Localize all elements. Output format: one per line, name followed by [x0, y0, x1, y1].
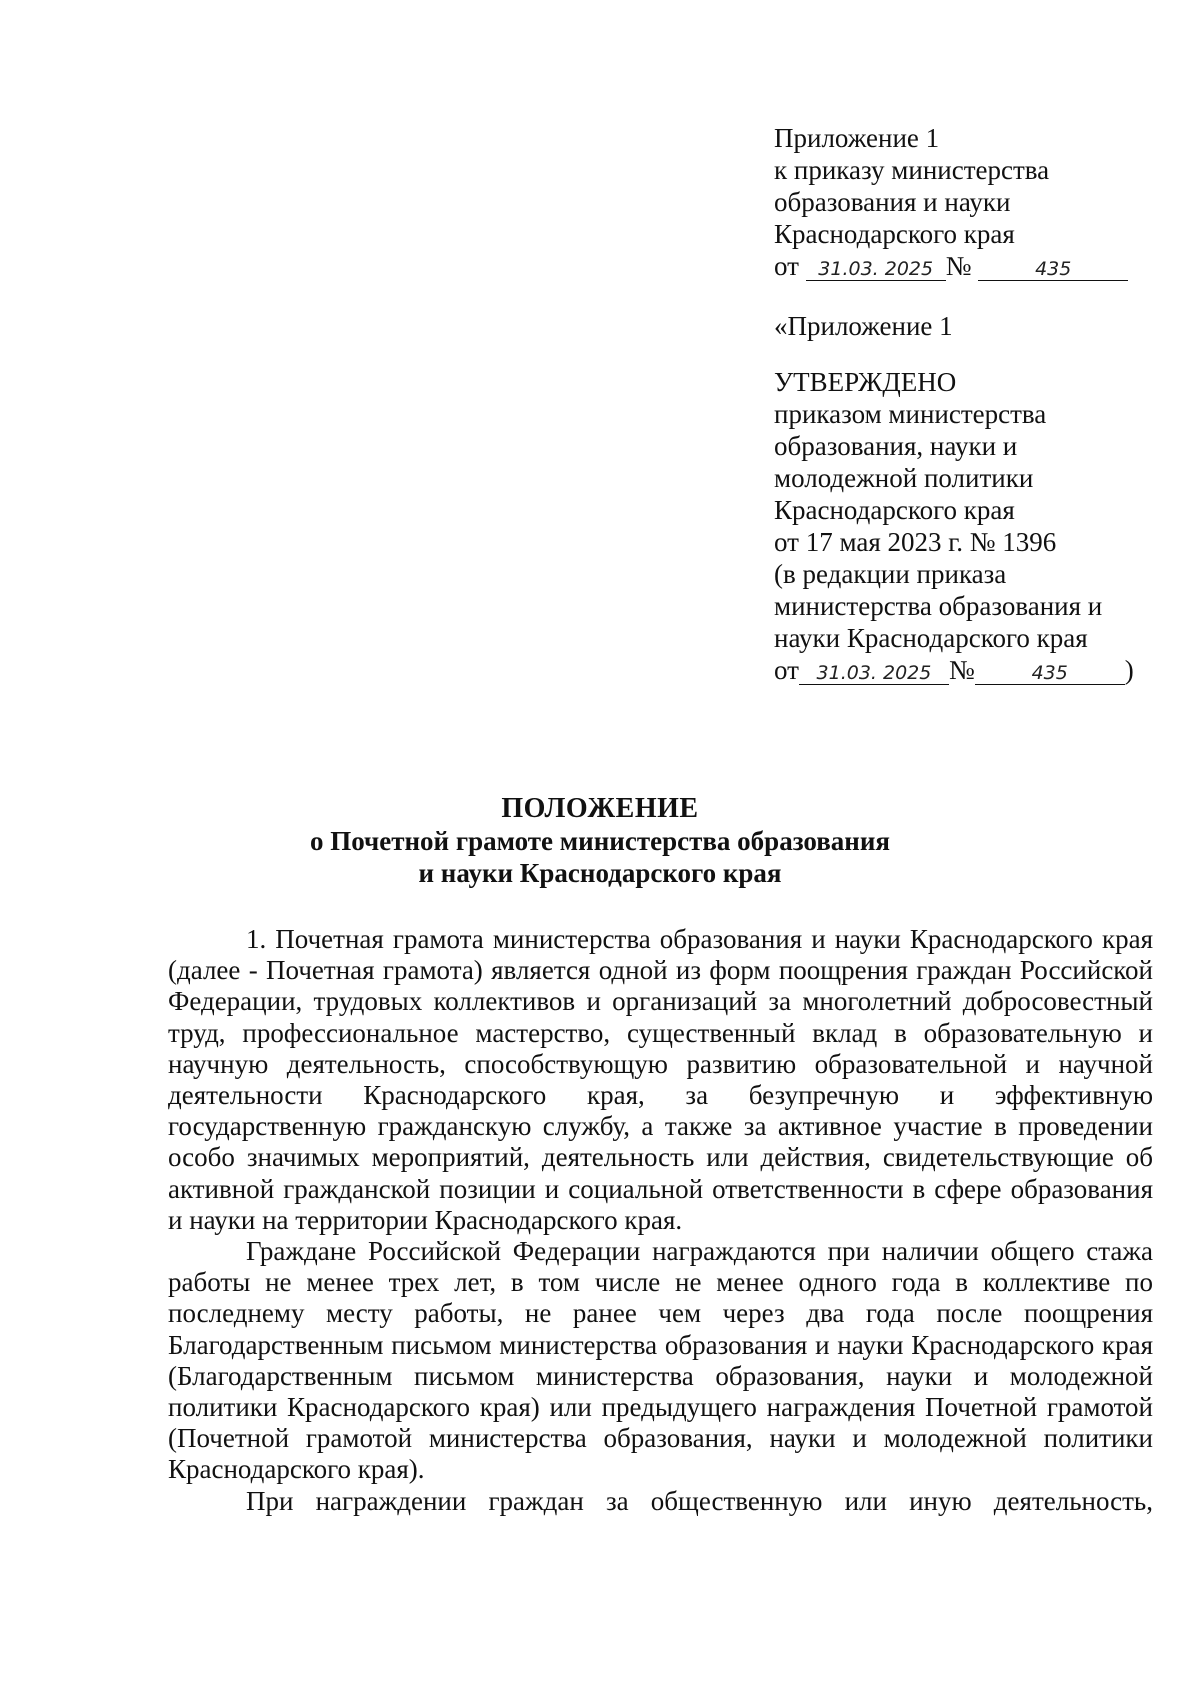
number-sign: №: [945, 251, 972, 281]
spacer: [774, 342, 1134, 366]
approval-line: министерства образования и: [774, 591, 1103, 621]
handwritten-number: 435: [978, 258, 1128, 281]
handwritten-date: 31.03. 2025: [806, 258, 946, 281]
paragraph: Граждане Российской Федерации награждаются при наличии общего стажа работы не менее трех лет, в том числе не менее одного года в коллективе по последнему месту работы, не ранее чем через два года после поощрения Благодарственным письмом министерства образования и науки Краснодарского края (Благодарственным письмом министерства образования, науки и молодежной политики Краснодарского края) или предыдущего награждения Почетной грамотой (Почетной грамотой министерства образования, науки и молодежной политики Краснодарского края).: [168, 1236, 1153, 1485]
approval-line: (в редакции приказа: [774, 559, 1007, 589]
title-subtitle: и науки Краснодарского края: [418, 858, 782, 888]
date-prefix: от: [774, 655, 799, 685]
number-sign: №: [948, 655, 975, 685]
attachment-line: Краснодарского края: [774, 219, 1015, 249]
approval-line: науки Краснодарского края: [774, 623, 1088, 653]
handwritten-number: 435: [975, 662, 1125, 685]
document-body: [168, 924, 1153, 1517]
attachment-line: образования и науки: [774, 187, 1011, 217]
approval-line: приказом министерства: [774, 399, 1047, 429]
approval-quote-title: «Приложение 1: [774, 311, 953, 341]
attachment-header: [774, 122, 1128, 282]
date-prefix: от: [774, 251, 799, 281]
approval-line: от 17 мая 2023 г. № 1396: [774, 527, 1057, 557]
paragraph: 1. Почетная грамота министерства образования и науки Краснодарского края (далее - Почетная грамота) является одной из форм поощрения граждан Российской Федерации, трудовых коллективов и организаций за многолетний добросовестный труд, профессиональное мастерство, существенный вклад в образовательную и научную деятельность, способствующую развитию образовательной и научной деятельности Краснодарского края, за безупречную и эффективную государственную гражданскую службу, а также за активное участие в проведении особо значимых мероприятий, деятельность или действия, свидетельствующие об активной гражданской позиции и социальной ответственности в сфере образования и науки на территории Краснодарского края.: [168, 924, 1153, 1235]
approval-block: [774, 310, 1134, 686]
closing-bracket: ): [1124, 655, 1134, 685]
approved-label: УТВЕРЖДЕНО: [774, 367, 957, 397]
title-subtitle: о Почетной грамоте министерства образования: [309, 826, 891, 856]
approval-line: образования, науки и: [774, 431, 1018, 461]
approval-date-line: [774, 654, 1134, 686]
attachment-line: Приложение 1: [774, 123, 940, 153]
attachment-date-line: [774, 250, 1128, 282]
approval-line: Краснодарского края: [774, 495, 1015, 525]
document-title: [0, 793, 1200, 889]
paragraph: При награждении граждан за общественную или иную деятельность,: [246, 1485, 1153, 1516]
title-main: ПОЛОЖЕНИЕ: [501, 793, 699, 824]
attachment-line: к приказу министерства: [774, 155, 1050, 185]
handwritten-date: 31.03. 2025: [799, 662, 949, 685]
approval-line: молодежной политики: [774, 463, 1034, 493]
